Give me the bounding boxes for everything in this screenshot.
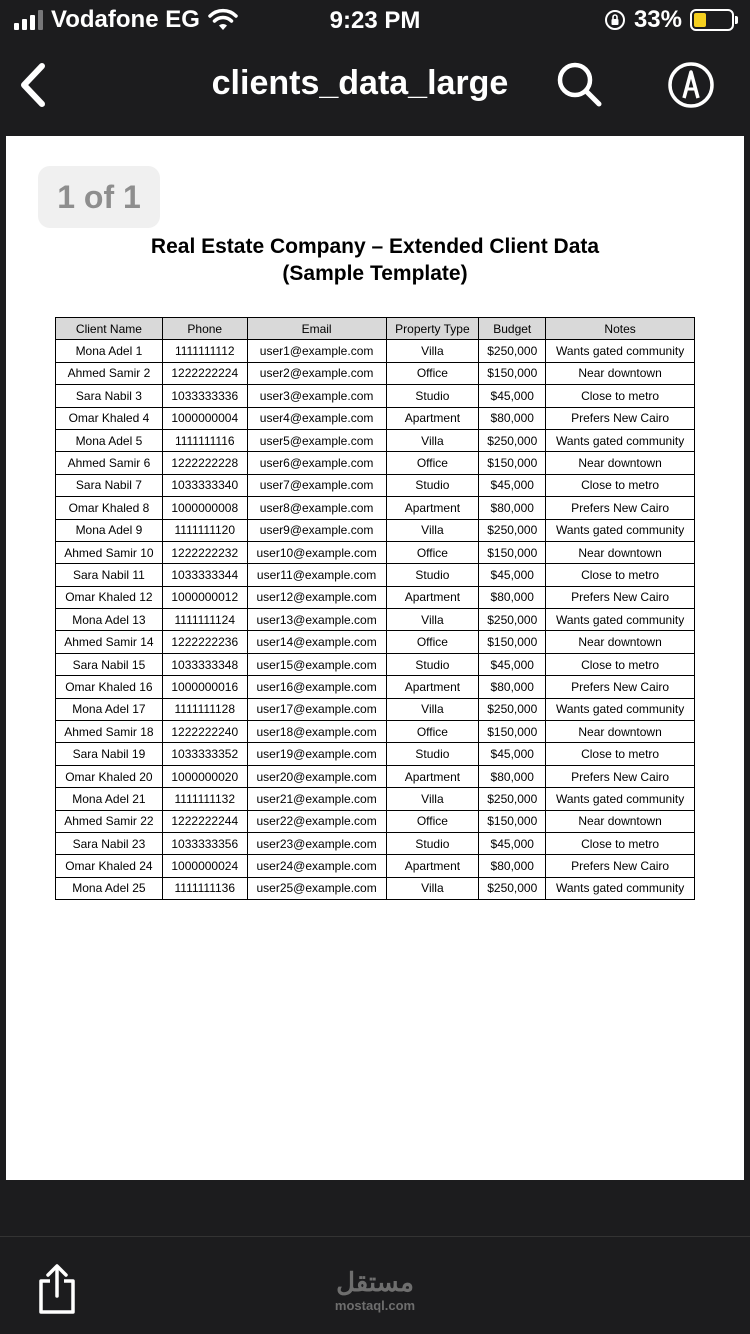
table-cell: 1033333352: [162, 743, 247, 765]
table-cell: user25@example.com: [247, 877, 386, 899]
table-cell: user20@example.com: [247, 765, 386, 787]
search-icon[interactable]: [555, 60, 603, 108]
clients-table: [55, 317, 695, 900]
table-cell: $250,000: [479, 609, 546, 631]
table-row: [56, 855, 695, 877]
table-cell: Villa: [386, 519, 479, 541]
table-cell: Studio: [386, 474, 479, 496]
table-cell: 1000000024: [162, 855, 247, 877]
table-cell: Apartment: [386, 407, 479, 429]
table-cell: Prefers New Cairo: [546, 855, 695, 877]
table-cell: Mona Adel 1: [56, 340, 163, 362]
table-cell: user24@example.com: [247, 855, 386, 877]
table-cell: $150,000: [479, 541, 546, 563]
table-cell: Office: [386, 452, 479, 474]
table-cell: $250,000: [479, 788, 546, 810]
table-cell: Mona Adel 21: [56, 788, 163, 810]
battery-fill: [694, 13, 706, 27]
table-cell: $150,000: [479, 810, 546, 832]
table-cell: user9@example.com: [247, 519, 386, 541]
table-cell: 1033333356: [162, 832, 247, 854]
table-cell: user19@example.com: [247, 743, 386, 765]
table-cell: user3@example.com: [247, 385, 386, 407]
table-cell: Sara Nabil 15: [56, 653, 163, 675]
table-cell: user22@example.com: [247, 810, 386, 832]
table-cell: Prefers New Cairo: [546, 497, 695, 519]
table-cell: Omar Khaled 16: [56, 676, 163, 698]
table-row: [56, 743, 695, 765]
table-row: [56, 765, 695, 787]
table-cell: user23@example.com: [247, 832, 386, 854]
table-cell: 1222222240: [162, 721, 247, 743]
table-cell: Ahmed Samir 18: [56, 721, 163, 743]
table-cell: Mona Adel 5: [56, 429, 163, 451]
table-cell: Close to metro: [546, 653, 695, 675]
table-row: [56, 653, 695, 675]
table-cell: Ahmed Samir 14: [56, 631, 163, 653]
table-cell: Studio: [386, 743, 479, 765]
table-cell: 1111111132: [162, 788, 247, 810]
table-cell: $80,000: [479, 855, 546, 877]
table-cell: Near downtown: [546, 452, 695, 474]
table-row: [56, 810, 695, 832]
table-cell: Sara Nabil 11: [56, 564, 163, 586]
table-row: [56, 340, 695, 362]
table-cell: user1@example.com: [247, 340, 386, 362]
table-cell: 1222222232: [162, 541, 247, 563]
status-right: [604, 6, 734, 34]
table-cell: user21@example.com: [247, 788, 386, 810]
table-cell: Ahmed Samir 10: [56, 541, 163, 563]
table-cell: Studio: [386, 653, 479, 675]
table-cell: Villa: [386, 340, 479, 362]
table-cell: 1111111120: [162, 519, 247, 541]
table-cell: Close to metro: [546, 564, 695, 586]
table-cell: Omar Khaled 24: [56, 855, 163, 877]
table-cell: user16@example.com: [247, 676, 386, 698]
table-cell: $45,000: [479, 385, 546, 407]
table-row: [56, 721, 695, 743]
nav-bar: [0, 40, 750, 130]
table-cell: Ahmed Samir 22: [56, 810, 163, 832]
column-header: Client Name: [56, 318, 163, 340]
table-cell: 1111111124: [162, 609, 247, 631]
table-cell: Apartment: [386, 676, 479, 698]
table-cell: Near downtown: [546, 810, 695, 832]
status-time: 9:23 PM: [329, 7, 421, 34]
table-cell: Omar Khaled 12: [56, 586, 163, 608]
table-cell: 1222222224: [162, 362, 247, 384]
table-row: [56, 832, 695, 854]
table-cell: Mona Adel 9: [56, 519, 163, 541]
table-cell: Sara Nabil 3: [56, 385, 163, 407]
table-cell: Close to metro: [546, 385, 695, 407]
table-cell: $45,000: [479, 474, 546, 496]
document-page[interactable]: [6, 136, 744, 1180]
table-row: [56, 362, 695, 384]
table-row: [56, 698, 695, 720]
table-row: [56, 385, 695, 407]
table-cell: Apartment: [386, 765, 479, 787]
table-cell: $150,000: [479, 362, 546, 384]
table-body: [56, 340, 695, 900]
table-cell: Mona Adel 17: [56, 698, 163, 720]
table-cell: user14@example.com: [247, 631, 386, 653]
table-cell: Wants gated community: [546, 340, 695, 362]
table-cell: Office: [386, 810, 479, 832]
table-cell: user11@example.com: [247, 564, 386, 586]
table-cell: Ahmed Samir 6: [56, 452, 163, 474]
table-row: [56, 788, 695, 810]
table-row: [56, 631, 695, 653]
table-row: [56, 519, 695, 541]
table-cell: Prefers New Cairo: [546, 586, 695, 608]
table-cell: 1111111116: [162, 429, 247, 451]
table-cell: $250,000: [479, 429, 546, 451]
table-cell: Sara Nabil 19: [56, 743, 163, 765]
table-cell: Villa: [386, 788, 479, 810]
table-cell: user7@example.com: [247, 474, 386, 496]
table-cell: $45,000: [479, 564, 546, 586]
status-bar: [0, 0, 750, 40]
table-cell: Apartment: [386, 497, 479, 519]
table-cell: 1000000012: [162, 586, 247, 608]
table-cell: user18@example.com: [247, 721, 386, 743]
table-cell: 1000000016: [162, 676, 247, 698]
table-cell: 1000000008: [162, 497, 247, 519]
table-cell: $45,000: [479, 743, 546, 765]
table-cell: $250,000: [479, 519, 546, 541]
table-cell: Ahmed Samir 2: [56, 362, 163, 384]
table-cell: Near downtown: [546, 541, 695, 563]
table-row: [56, 429, 695, 451]
table-cell: Mona Adel 13: [56, 609, 163, 631]
bottom-toolbar: [0, 1236, 750, 1334]
table-cell: $250,000: [479, 340, 546, 362]
table-header-row: [56, 318, 695, 340]
table-cell: $45,000: [479, 832, 546, 854]
table-cell: Apartment: [386, 855, 479, 877]
table-row: [56, 877, 695, 899]
table-cell: Studio: [386, 564, 479, 586]
table-cell: 1111111136: [162, 877, 247, 899]
table-cell: 1033333344: [162, 564, 247, 586]
table-cell: Near downtown: [546, 362, 695, 384]
table-cell: Wants gated community: [546, 877, 695, 899]
column-header: Budget: [479, 318, 546, 340]
table-cell: user4@example.com: [247, 407, 386, 429]
table-cell: Wants gated community: [546, 698, 695, 720]
column-header: Property Type: [386, 318, 479, 340]
table-row: [56, 541, 695, 563]
table-cell: 1000000020: [162, 765, 247, 787]
table-cell: Studio: [386, 832, 479, 854]
table-cell: Wants gated community: [546, 609, 695, 631]
table-row: [56, 609, 695, 631]
battery-icon: [690, 9, 734, 31]
table-cell: Sara Nabil 7: [56, 474, 163, 496]
table-cell: Studio: [386, 385, 479, 407]
document-title: clients_data_large: [211, 64, 509, 102]
table-cell: Prefers New Cairo: [546, 676, 695, 698]
table-cell: $150,000: [479, 631, 546, 653]
table-cell: Omar Khaled 8: [56, 497, 163, 519]
table-cell: Prefers New Cairo: [546, 407, 695, 429]
table-cell: user17@example.com: [247, 698, 386, 720]
table-cell: $80,000: [479, 407, 546, 429]
table-cell: $45,000: [479, 653, 546, 675]
table-cell: 1033333348: [162, 653, 247, 675]
carrier-label: Vodafone EG: [51, 6, 200, 33]
table-cell: $150,000: [479, 721, 546, 743]
table-cell: $80,000: [479, 676, 546, 698]
table-cell: user8@example.com: [247, 497, 386, 519]
watermark-arabic: مستقل: [336, 1267, 414, 1297]
table-cell: Near downtown: [546, 631, 695, 653]
table-cell: 1222222244: [162, 810, 247, 832]
table-cell: Wants gated community: [546, 788, 695, 810]
table-cell: 1111111128: [162, 698, 247, 720]
table-cell: 1000000004: [162, 407, 247, 429]
table-cell: $250,000: [479, 698, 546, 720]
table-cell: 1033333340: [162, 474, 247, 496]
table-row: [56, 497, 695, 519]
table-cell: user10@example.com: [247, 541, 386, 563]
table-cell: user13@example.com: [247, 609, 386, 631]
table-cell: $80,000: [479, 586, 546, 608]
table-cell: Near downtown: [546, 721, 695, 743]
orientation-lock-icon: [604, 9, 626, 31]
table-cell: user2@example.com: [247, 362, 386, 384]
table-row: [56, 407, 695, 429]
doc-heading-line2: (Sample Template): [282, 262, 468, 285]
table-row: [56, 676, 695, 698]
table-cell: $150,000: [479, 452, 546, 474]
table-cell: $250,000: [479, 877, 546, 899]
column-header: Email: [247, 318, 386, 340]
table-cell: $80,000: [479, 765, 546, 787]
table-row: [56, 586, 695, 608]
table-cell: Close to metro: [546, 474, 695, 496]
table-cell: Villa: [386, 429, 479, 451]
doc-heading: [6, 233, 744, 287]
table-row: [56, 564, 695, 586]
battery-percent: 33%: [633, 6, 682, 33]
table-cell: Omar Khaled 20: [56, 765, 163, 787]
table-cell: Close to metro: [546, 743, 695, 765]
table-cell: Villa: [386, 877, 479, 899]
table-cell: user5@example.com: [247, 429, 386, 451]
column-header: Notes: [546, 318, 695, 340]
markup-pen-icon[interactable]: [666, 60, 716, 110]
table-row: [56, 474, 695, 496]
table-cell: Prefers New Cairo: [546, 765, 695, 787]
table-cell: Apartment: [386, 586, 479, 608]
table-cell: Wants gated community: [546, 519, 695, 541]
table-cell: Sara Nabil 23: [56, 832, 163, 854]
table-cell: 1033333336: [162, 385, 247, 407]
table-cell: Villa: [386, 609, 479, 631]
table-cell: 1222222228: [162, 452, 247, 474]
table-cell: user6@example.com: [247, 452, 386, 474]
table-cell: Omar Khaled 4: [56, 407, 163, 429]
table-cell: Mona Adel 25: [56, 877, 163, 899]
table-cell: 1222222236: [162, 631, 247, 653]
watermark-latin: mostaql.com: [334, 1298, 416, 1313]
table-cell: $80,000: [479, 497, 546, 519]
table-cell: Villa: [386, 698, 479, 720]
table-cell: 1111111112: [162, 340, 247, 362]
table-cell: Close to metro: [546, 832, 695, 854]
table-cell: Wants gated community: [546, 429, 695, 451]
table-cell: user12@example.com: [247, 586, 386, 608]
watermark-logo: [0, 1267, 750, 1313]
column-header: Phone: [162, 318, 247, 340]
table-cell: Office: [386, 721, 479, 743]
table-row: [56, 452, 695, 474]
table-cell: user15@example.com: [247, 653, 386, 675]
doc-heading-line1: Real Estate Company – Extended Client Data: [150, 235, 600, 258]
table-cell: Office: [386, 631, 479, 653]
table-cell: Office: [386, 362, 479, 384]
page-indicator: 1 of 1: [38, 166, 160, 228]
table-cell: Office: [386, 541, 479, 563]
